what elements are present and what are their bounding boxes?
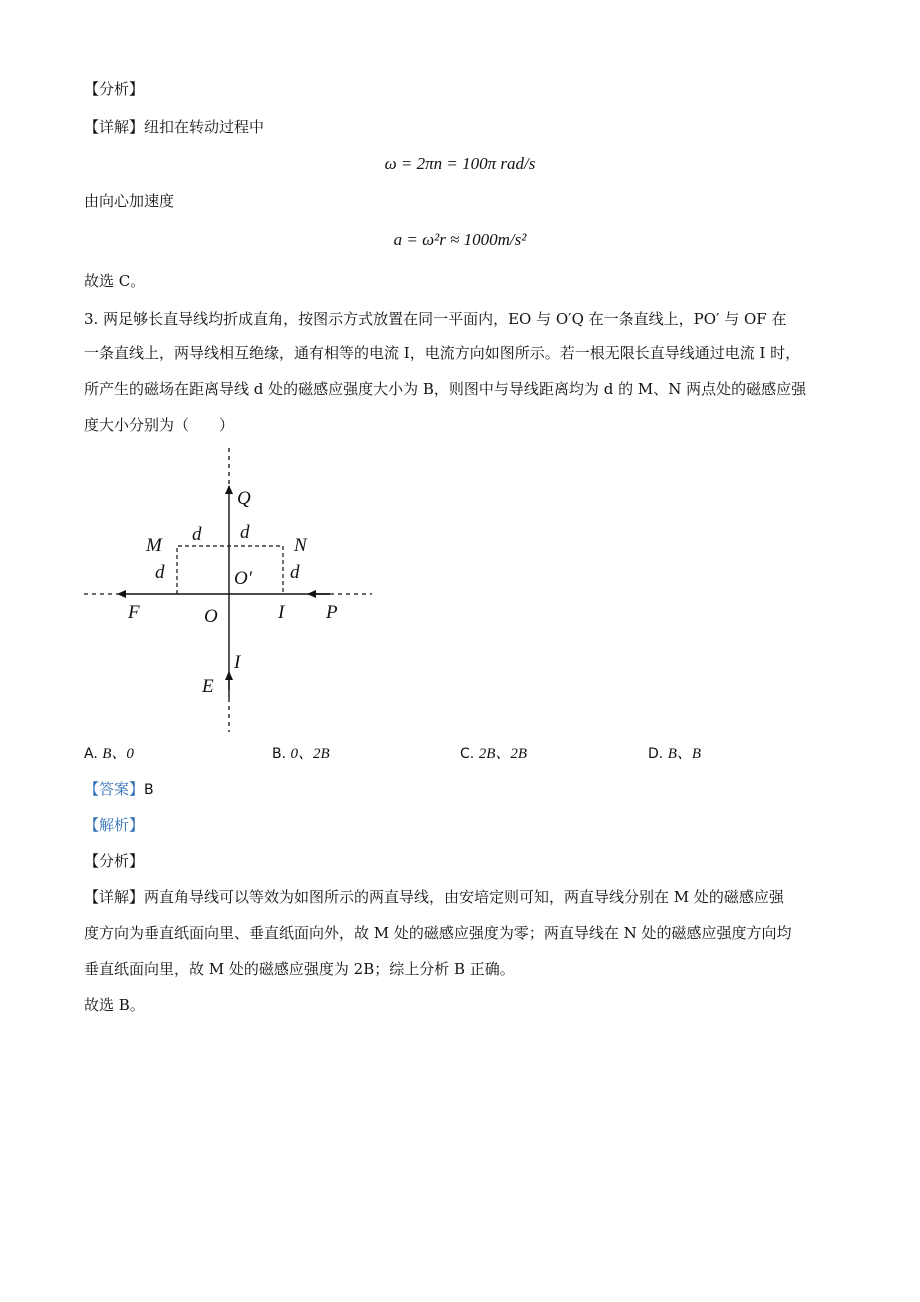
equation-omega: ω = 2πn = 100π rad/s (384, 154, 536, 173)
question-line-4: 度大小分别为（ ） (84, 416, 235, 434)
answer (84, 778, 154, 801)
question-line-3: 所产生的磁场在距离导线 d 处的磁感应强度大小为 B，则图中与导线距离均为 d 的 M、N 两点处的磁感应强 (84, 380, 807, 398)
detail-label: 【详解】 (84, 888, 145, 906)
prev-detail-text: 纽扣在转动过程中 (144, 118, 265, 136)
option-c-value: 2B、2B (478, 746, 528, 762)
option-b-value: 0、2B (290, 746, 330, 762)
question-line-2: 一条直线上，两导线相互绝缘，通有相等的电流 I，电流方向如图所示。若一根无限长直导线通过电流 I 时， (84, 344, 801, 362)
label-e: E (202, 676, 214, 697)
option-d[interactable] (648, 742, 701, 763)
label-p: P (326, 602, 338, 623)
label-d-top-left: d (192, 524, 202, 545)
equation-acceleration: a = ω²r ≈ 1000m/s² (393, 230, 527, 249)
option-b-letter: B. (272, 746, 287, 762)
option-a-letter: A. (84, 746, 98, 762)
prev-detail (84, 116, 264, 138)
label-d-right: d (290, 562, 300, 583)
option-a-value: B、0 (102, 746, 134, 762)
label-n: N (294, 535, 307, 556)
label-o: O (204, 606, 218, 627)
label-d-top-right: d (240, 522, 250, 543)
detail-text-1: 两直角导线可以等效为如图所示的两直导线，由安培定则可知，两直导线分别在 M 处的磁感应强 (144, 888, 784, 906)
prev-analysis-label: 【分析】 (84, 80, 145, 98)
centripetal-text: 由向心加速度 (84, 192, 175, 210)
answer-label: 【答案】 (84, 780, 145, 798)
option-c-letter: C. (460, 746, 475, 762)
detail-line-1 (84, 886, 784, 908)
option-b[interactable] (272, 742, 330, 763)
question-line-1 (84, 308, 786, 330)
jiexi-label: 【解析】 (84, 816, 145, 834)
prev-conclusion: 故选 C。 (84, 272, 146, 290)
question-number: 3. (84, 310, 99, 328)
analysis-label: 【分析】 (84, 852, 145, 870)
option-a[interactable] (84, 742, 134, 763)
option-d-value: B、B (667, 746, 702, 762)
label-i-vertical: I (234, 652, 241, 673)
label-m: M (146, 535, 162, 556)
wire-diagram (0, 440, 920, 740)
distance-box (177, 546, 283, 594)
label-o-prime: O′ (234, 568, 252, 589)
option-c[interactable] (460, 742, 527, 763)
label-d-left: d (155, 562, 165, 583)
answer-value: B (144, 782, 154, 798)
detail-line-3: 垂直纸面向里，故 M 处的磁感应强度为 2B；综上分析 B 正确。 (84, 960, 515, 978)
label-i-horizontal: I (278, 602, 285, 623)
final-conclusion: 故选 B。 (84, 996, 145, 1014)
question-text-1: 两足够长直导线均折成直角，按图示方式放置在同一平面内，EO 与 O′Q 在一条直线上，PO′ 与 OF 在 (103, 310, 787, 328)
label-f: F (128, 602, 140, 623)
option-d-letter: D. (648, 746, 664, 762)
detail-line-2: 度方向为垂直纸面向里、垂直纸面向外，故 M 处的磁感应强度为零；两直导线在 N 处的磁感应强度方向均 (84, 924, 792, 942)
prev-detail-label: 【详解】 (84, 118, 145, 136)
label-q: Q (237, 488, 251, 509)
